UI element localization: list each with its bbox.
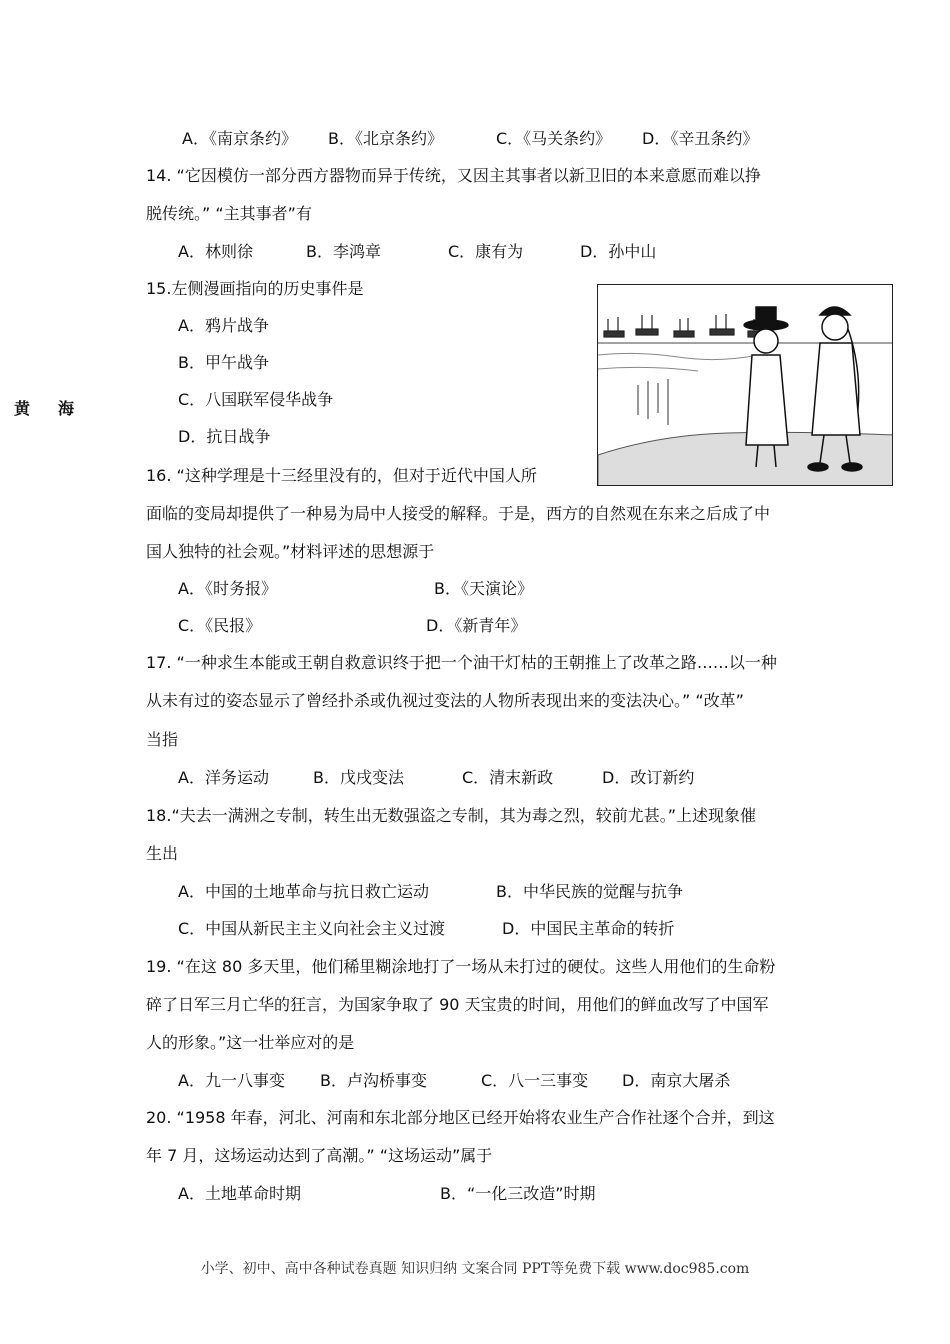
q16-stem-line-1: 16. “这种学理是十三经里没有的，但对于近代中国人所 [146,466,537,485]
q13-option-d: D．《辛丑条约》 [642,129,759,148]
q17-option-a: A．洋务运动 [178,768,269,787]
q14-option-a: A．林则徐 [178,242,253,261]
q13-option-a: A．《南京条约》 [182,129,297,148]
q17-option-c: C．清末新政 [462,768,554,787]
q18-stem-line-1: 18.“夫去一满洲之专制，转生出无数强盗之专制，其为毒之烈，较前尤甚。”上述现象催 [146,806,757,825]
cartoon-image [597,284,893,486]
q17-option-b: B．戊戌变法 [313,768,404,787]
q15-option-b: B．甲午战争 [178,353,269,372]
q15-option-c: C．八国联军侵华战争 [178,390,334,409]
q16-option-d: D．《新青年》 [426,616,527,635]
q19-option-a: A．九一八事变 [178,1071,285,1090]
q17-stem-line-2: 从未有过的姿态显示了曾经扑杀或仇视过变法的人物所表现出来的变法决心。” “改革” [146,691,744,710]
q16-option-c: C．《民报》 [178,616,262,635]
q16-stem-line-3: 国人独特的社会观。”材料评述的思想源于 [146,542,435,561]
cartoon-drawing [598,285,893,486]
page-footer: 小学、初中、高中各种试卷真题 知识归纳 文案合同 PPT等免费下载 www.doc985.com [200,1261,750,1277]
q18-option-a: A．中国的土地革命与抗日救亡运动 [178,882,429,901]
q14-stem-line-2: 脱传统。” “主其事者”有 [146,204,312,223]
q17-option-d: D．改订新约 [602,768,695,787]
q19-stem-line-1: 19. “在这 80 多天里，他们稀里糊涂地打了一场从未打过的硬仗。这些人用他们的生命粉 [146,957,776,976]
q16-option-a: A．《时务报》 [178,579,277,598]
q17-stem-line-3: 当指 [146,730,179,749]
q19-option-d: D．南京大屠杀 [622,1071,731,1090]
q14-stem-line-1: 14. “它因模仿一部分西方器物而异于传统，又因主其事者以新卫旧的本来意愿而难以挣 [146,166,761,185]
q20-option-b: B．“一化三改造”时期 [440,1184,596,1203]
q18-stem-line-2: 生出 [146,844,179,863]
q18-option-d: D．中国民主革命的转折 [502,919,675,938]
q14-option-d: D．孙中山 [580,242,657,261]
q13-option-c: C．《马关条约》 [496,129,612,148]
q15-stem: 15.左侧漫画指向的历史事件是 [146,279,364,298]
q15-option-d: D．抗日战争 [178,427,271,446]
q14-option-b: B．李鸿章 [306,242,381,261]
q19-option-b: B．卢沟桥事变 [320,1071,427,1090]
q19-stem-line-3: 人的形象。”这一壮举应对的是 [146,1033,355,1052]
side-label: 黄海 [14,399,103,418]
q20-stem-line-1: 20. “1958 年春，河北、河南和东北部分地区已经开始将农业生产合作社逐个合并，到这 [146,1108,775,1127]
q13-option-b: B．《北京条约》 [328,129,443,148]
q17-stem-line-1: 17. “一种求生本能或王朝自救意识终于把一个油干灯枯的王朝推上了改革之路……以一种 [146,653,777,672]
q18-option-c: C．中国从新民主主义向社会主义过渡 [178,919,446,938]
q14-option-c: C．康有为 [448,242,524,261]
q15-option-a: A．鸦片战争 [178,316,269,335]
q19-stem-line-2: 碎了日军三月亡华的狂言，为国家争取了 90 天宝贵的时间，用他们的鲜血改写了中国军 [146,995,769,1014]
q19-option-c: C．八一三事变 [481,1071,589,1090]
q16-option-b: B．《天演论》 [434,579,533,598]
q20-stem-line-2: 年 7 月，这场运动达到了高潮。” “这场运动”属于 [146,1146,493,1165]
q16-stem-line-2: 面临的变局却提供了一种易为局中人接受的解释。于是，西方的自然观在东来之后成了中 [146,504,771,523]
q18-option-b: B．中华民族的觉醒与抗争 [496,882,683,901]
q20-option-a: A．土地革命时期 [178,1184,301,1203]
